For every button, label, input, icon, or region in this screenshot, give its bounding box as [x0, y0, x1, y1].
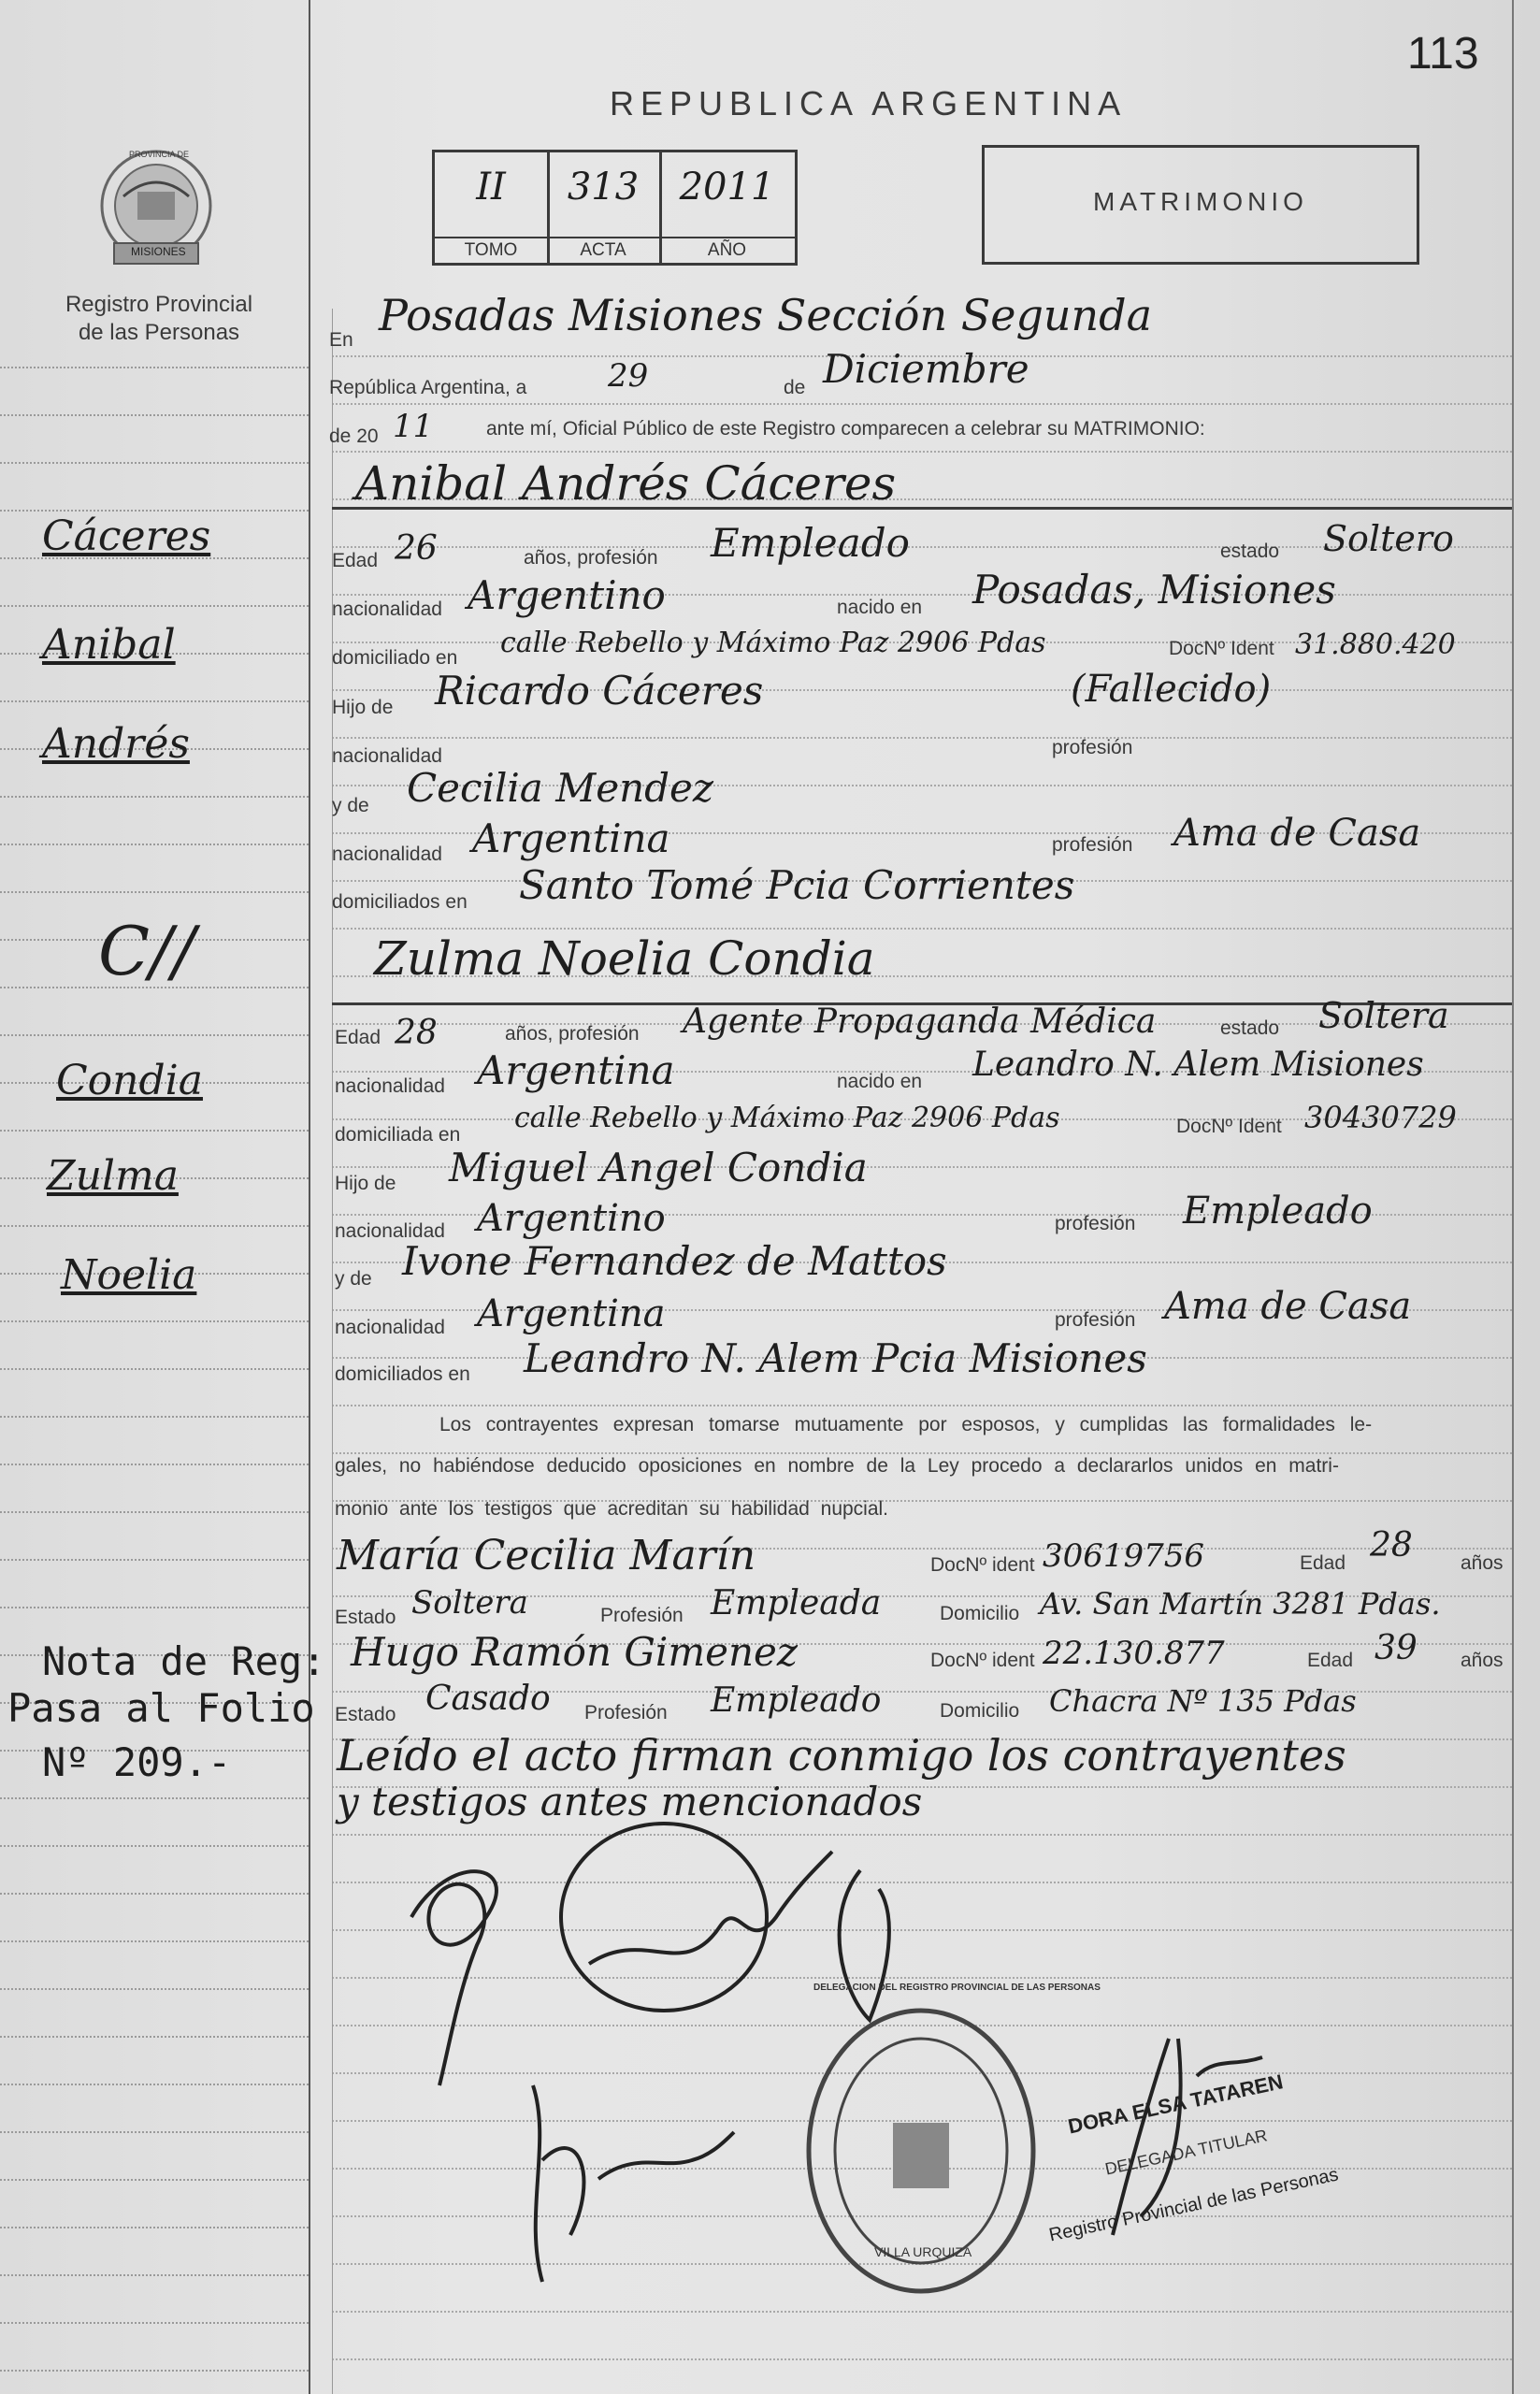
margin-ruled-line	[0, 1320, 309, 1322]
label-witness-2-profesion: Profesión	[584, 1702, 668, 1723]
margin-ruled-line	[0, 2227, 309, 2228]
label-nacido-en: nacido en	[837, 597, 923, 618]
margin-ruled-line	[0, 1893, 309, 1895]
margin-separator	[309, 0, 310, 2394]
groom-domicilio: calle Rebello y Máximo Paz 2906 Pdas	[500, 627, 1046, 659]
label-hijo-de: Hijo de	[332, 697, 394, 718]
witness-2-edad: 39	[1374, 1629, 1418, 1667]
margin-ruled-line	[0, 1416, 309, 1418]
tomo-label: TOMO	[435, 237, 547, 263]
anio-cell	[659, 152, 795, 263]
margin-ruled-line	[0, 414, 309, 416]
groom-madre: Cecilia Mendez	[407, 765, 713, 811]
label-profesion-bride-padre: profesión	[1055, 1213, 1136, 1234]
groom-doc: 31.880.420	[1295, 628, 1456, 661]
bride-profesion: Agente Propaganda Médica	[683, 1002, 1157, 1041]
margin-surname-1: Cáceres	[42, 512, 211, 560]
margin-surname-2: Condia	[56, 1057, 203, 1104]
label-nacionalidad-padre: nacionalidad	[332, 745, 442, 767]
witness-2-estado: Casado	[425, 1680, 551, 1718]
groom-madre-nacionalidad: Argentina	[472, 815, 670, 861]
margin-ruled-line	[0, 1559, 309, 1561]
margin-name-1a: Anibal	[42, 621, 176, 669]
groom-nacionalidad: Argentino	[468, 572, 666, 618]
bride-madre: Ivone Fernandez de Mattos	[402, 1238, 947, 1284]
margin-ruled-line	[0, 1130, 309, 1132]
ruled-line	[332, 2311, 1512, 2313]
record-id-box	[432, 150, 798, 266]
bride-padre: Miguel Angel Condia	[449, 1145, 868, 1190]
label-nacido-en-bride: nacido en	[837, 1071, 923, 1092]
label-witness-2-estado: Estado	[335, 1704, 396, 1725]
ruled-line	[332, 2358, 1512, 2360]
witness-2-domicilio: Chacra Nº 135 Pdas	[1049, 1683, 1357, 1719]
label-nacionalidad-bride-madre: nacionalidad	[335, 1317, 445, 1338]
margin-ruled-line	[0, 2036, 309, 2038]
act-type-box	[982, 145, 1419, 265]
margin-ruled-line	[0, 2084, 309, 2085]
margin-ruled-line	[0, 1511, 309, 1513]
margin-ruled-line	[0, 1464, 309, 1465]
label-y-de-bride: y de	[335, 1268, 372, 1290]
margin-ruled-line	[0, 1225, 309, 1227]
label-republica: República Argentina, a	[329, 377, 527, 398]
margin-ruled-line	[0, 891, 309, 893]
margin-ruled-line	[0, 1845, 309, 1847]
margin-name-1b: Andrés	[42, 720, 190, 768]
label-witness-1-doc: DocNº ident	[930, 1554, 1035, 1576]
witness-2-doc: 22.130.877	[1043, 1635, 1225, 1672]
round-stamp-top-text: DELEGACION DEL REGISTRO PROVINCIAL DE LAS PERSONAS	[813, 1983, 1101, 1993]
label-witness-1-profesion: Profesión	[600, 1605, 684, 1626]
label-ante-mi: ante mí, Oficial Público de este Registro comparecen a celebrar su MATRIMONIO:	[486, 418, 1205, 440]
acta-value: 313	[567, 166, 640, 209]
label-witness-2-anos: años	[1461, 1650, 1504, 1671]
groom-padre-nota: (Fallecido)	[1071, 668, 1272, 711]
label-doc-ident: DocNº Ident	[1169, 638, 1274, 659]
margin-ruled-line	[0, 510, 309, 512]
margin-ruled-line	[0, 796, 309, 798]
groom-edad: 26	[395, 529, 438, 568]
anio-value: 2011	[679, 166, 775, 209]
label-de-20: de 20	[329, 425, 379, 447]
witness-1-domicilio: Av. San Martín 3281 Pdas.	[1040, 1586, 1441, 1622]
margin-name-2a: Zulma	[47, 1152, 179, 1200]
country-title: REPUBLICA ARGENTINA	[610, 84, 1128, 123]
label-domiciliado-en: domiciliado en	[332, 647, 458, 669]
label-anos-profesion: años, profesión	[524, 547, 658, 569]
ruled-line	[332, 403, 1512, 405]
groom-nacido-en: Posadas, Misiones	[972, 567, 1336, 613]
label-domiciliada-en: domiciliada en	[335, 1124, 461, 1146]
label-nacionalidad-bride: nacionalidad	[335, 1075, 445, 1097]
label-witness-1-domicilio: Domicilio	[940, 1603, 1020, 1624]
bride-padre-nacionalidad: Argentino	[477, 1197, 666, 1240]
provincial-seal-emblem	[95, 140, 217, 281]
margin-ruled-line	[0, 700, 309, 702]
margin-ruled-line	[0, 462, 309, 464]
groom-padre: Ricardo Cáceres	[435, 668, 764, 714]
margin-connector: C//	[98, 912, 195, 990]
opening-place: Posadas Misiones Sección Segunda	[379, 290, 1153, 340]
margin-separator-inner	[332, 309, 333, 2394]
opening-year-suffix: 11	[393, 408, 434, 445]
seal-text-bottom: MISIONES	[131, 245, 186, 258]
bride-full-name: Zulma Noelia Condia	[374, 931, 875, 986]
margin-ruled-line	[0, 1797, 309, 1799]
witness-1-edad: 28	[1370, 1526, 1413, 1565]
bride-madre-nacionalidad: Argentina	[477, 1292, 666, 1335]
margin-nota-line1: Nota de Reg:	[42, 1638, 326, 1684]
ruled-line	[332, 451, 1512, 453]
round-stamp-bottom-text: VILLA URQUIZA	[874, 2244, 972, 2259]
ruled-line	[332, 1405, 1512, 1406]
witness-1-doc: 30619756	[1043, 1537, 1205, 1575]
label-domiciliados-en-bride: domiciliados en	[335, 1363, 470, 1385]
label-anos-profesion-bride: años, profesión	[505, 1023, 640, 1045]
margin-ruled-line	[0, 1988, 309, 1990]
acta-label: ACTA	[547, 237, 659, 263]
label-witness-2-doc: DocNº ident	[930, 1650, 1035, 1671]
label-en: En	[329, 329, 353, 351]
margin-ruled-line	[0, 605, 309, 607]
label-estado: estado	[1220, 541, 1280, 562]
label-nacionalidad-madre: nacionalidad	[332, 844, 442, 865]
margin-ruled-line	[0, 1940, 309, 1942]
groom-section-rule	[332, 507, 1512, 510]
ruled-line	[332, 1452, 1512, 1454]
seal-text-top: PROVINCIA DE	[129, 150, 190, 159]
label-doc-ident-bride: DocNº Ident	[1176, 1116, 1282, 1137]
margin-ruled-line	[0, 2322, 309, 2324]
witness-1-name: María Cecilia Marín	[337, 1532, 756, 1579]
registry-name-line2: de las Personas	[78, 320, 240, 345]
groom-madre-profesion: Ama de Casa	[1173, 812, 1421, 855]
bride-nacionalidad: Argentina	[477, 1047, 675, 1093]
label-profesion-bride-madre: profesión	[1055, 1309, 1136, 1331]
witness-1-estado: Soltera	[411, 1584, 528, 1622]
witness-2-profesion: Empleado	[711, 1681, 882, 1720]
label-estado-bride: estado	[1220, 1017, 1280, 1039]
closing-line2: y testigos antes mencionados	[337, 1779, 923, 1824]
closing-line1: Leído el acto firman conmigo los contrayentes	[337, 1730, 1346, 1781]
label-y-de: y de	[332, 795, 369, 816]
margin-ruled-line	[0, 367, 309, 368]
label-witness-2-domicilio: Domicilio	[940, 1700, 1020, 1722]
statement-line2: gales, no habiéndose deducido oposiciones en nombre de la Ley procedo a declararlos unidos en matri-	[335, 1455, 1339, 1477]
official-registry-stamp: Registro Provincial de las Personas	[1047, 2164, 1341, 2246]
bride-doc: 30430729	[1304, 1100, 1457, 1135]
margin-name-2b: Noelia	[61, 1251, 197, 1299]
margin-ruled-line	[0, 2179, 309, 2181]
bride-nacido-en: Leandro N. Alem Misiones	[972, 1046, 1424, 1084]
label-edad: Edad	[332, 550, 379, 571]
act-type: MATRIMONIO	[1093, 187, 1308, 216]
tomo-cell	[435, 152, 550, 263]
acta-cell	[547, 152, 662, 263]
signature-witness-2	[505, 2067, 739, 2291]
groom-full-name: Anibal Andrés Cáceres	[355, 456, 897, 511]
margin-ruled-line	[0, 1607, 309, 1608]
statement-line1: Los contrayentes expresan tomarse mutuamente por esposos, y cumplidas las formalidades le-	[439, 1414, 1373, 1435]
label-domiciliados-en: domiciliados en	[332, 891, 468, 913]
label-edad-bride: Edad	[335, 1027, 381, 1048]
anio-label: AÑO	[659, 237, 795, 263]
margin-ruled-line	[0, 1034, 309, 1036]
label-hijo-de-bride: Hijo de	[335, 1173, 396, 1194]
bride-madre-profesion: Ama de Casa	[1164, 1285, 1412, 1328]
margin-ruled-line	[0, 2131, 309, 2133]
opening-day: 29	[608, 357, 649, 395]
margin-ruled-line	[0, 1368, 309, 1370]
ruled-line	[332, 928, 1512, 930]
statement-line3: monio ante los testigos que acreditan su habilidad nupcial.	[335, 1498, 889, 1520]
margin-ruled-line	[0, 2274, 309, 2276]
margin-ruled-line	[0, 844, 309, 845]
groom-padres-domicilio: Santo Tomé Pcia Corrientes	[519, 862, 1075, 908]
label-de: de	[784, 377, 806, 398]
registry-name-line1: Registro Provincial	[65, 292, 253, 317]
right-border	[1512, 0, 1514, 2394]
label-witness-1-edad: Edad	[1300, 1552, 1346, 1574]
groom-profesion: Empleado	[711, 520, 910, 566]
label-witness-2-edad: Edad	[1307, 1650, 1354, 1671]
bride-domicilio: calle Rebello y Máximo Paz 2906 Pdas	[514, 1102, 1060, 1134]
label-witness-1-estado: Estado	[335, 1607, 396, 1628]
ruled-line	[332, 737, 1512, 739]
official-name-stamp: DORA ELSA TATAREN	[1066, 2070, 1286, 2139]
bride-padre-profesion: Empleado	[1183, 1190, 1373, 1233]
label-nacionalidad-bride-padre: nacionalidad	[335, 1220, 445, 1242]
tomo-value: II	[476, 166, 506, 209]
witness-2-name: Hugo Ramón Gimenez	[351, 1629, 799, 1675]
bride-padres-domicilio: Leandro N. Alem Pcia Misiones	[524, 1335, 1147, 1381]
bride-edad: 28	[395, 1014, 438, 1052]
margin-ruled-line	[0, 2370, 309, 2372]
bride-estado: Soltera	[1318, 995, 1449, 1036]
groom-estado: Soltero	[1323, 518, 1454, 559]
label-nacionalidad: nacionalidad	[332, 598, 442, 620]
folio-number: 113	[1407, 29, 1479, 79]
official-role-stamp: DELEGADA TITULAR	[1103, 2126, 1270, 2179]
margin-nota-line3: Nº 209.-	[42, 1739, 232, 1785]
witness-1-profesion: Empleada	[711, 1584, 882, 1622]
opening-month: Diciembre	[823, 346, 1029, 392]
label-witness-1-anos: años	[1461, 1552, 1504, 1574]
margin-nota-line2: Pasa al Folio	[7, 1685, 315, 1731]
label-profesion-padre: profesión	[1052, 737, 1133, 758]
label-profesion-madre: profesión	[1052, 834, 1133, 856]
